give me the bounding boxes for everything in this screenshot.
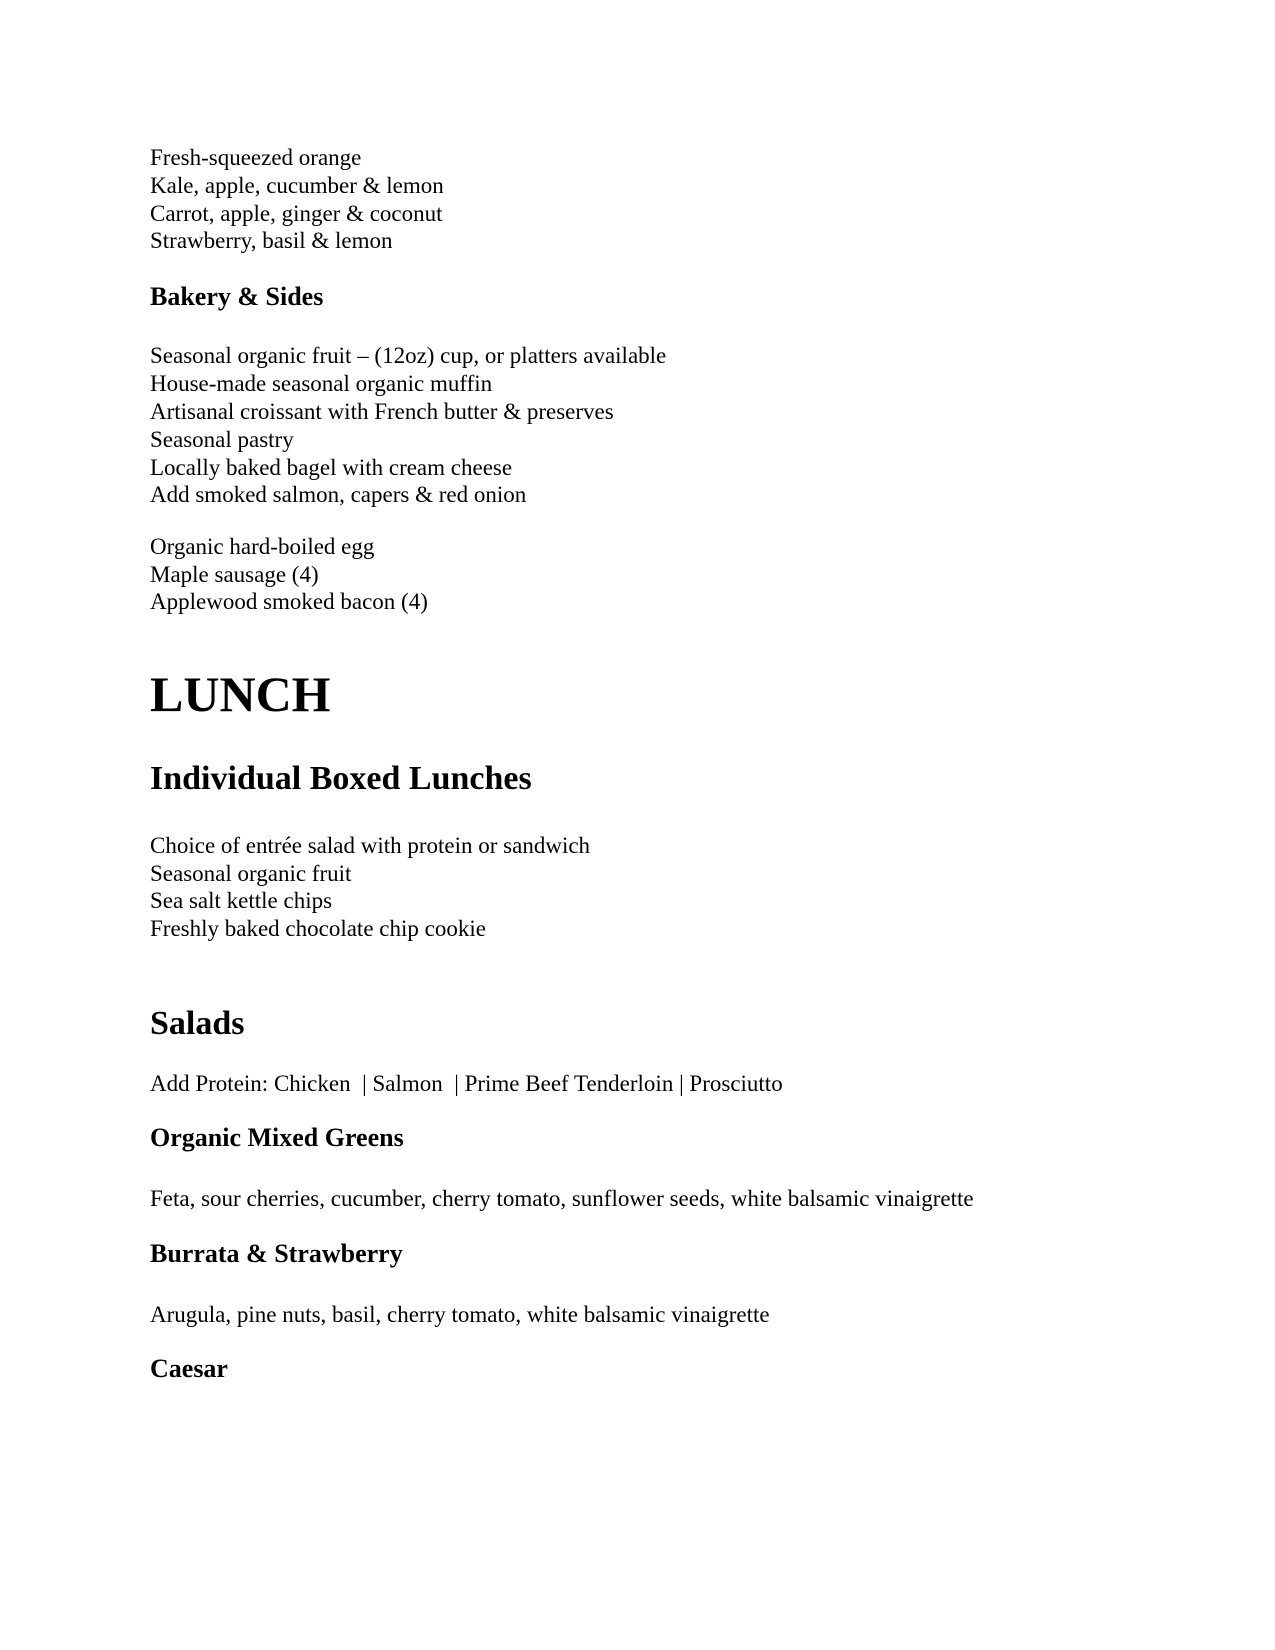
boxed-lunch-item: Seasonal organic fruit	[150, 861, 352, 886]
add-protein-line: Add Protein: Chicken | Salmon | Prime Beef Tenderloin | Prosciutto	[150, 1071, 783, 1096]
boxed-lunch-item: Sea salt kettle chips	[150, 888, 333, 913]
salad-name: Caesar	[150, 1354, 228, 1383]
salad-name: Organic Mixed Greens	[150, 1123, 404, 1152]
bakery-heading: Bakery & Sides	[150, 282, 324, 311]
bakery-item: House-made seasonal organic muffin	[150, 371, 493, 396]
bakery-item: Seasonal organic fruit – (12oz) cup, or platters available	[150, 343, 667, 368]
salad-description: Feta, sour cherries, cucumber, cherry tomato, sunflower seeds, white balsamic vinaigrette	[150, 1186, 974, 1211]
bakery-item: Artisanal croissant with French butter & preserves	[150, 399, 614, 424]
boxed-lunch-item: Freshly baked chocolate chip cookie	[150, 916, 486, 941]
bakery-item: Seasonal pastry	[150, 427, 294, 452]
lunch-title: LUNCH	[150, 666, 331, 722]
boxed-lunch-item: Choice of entrée salad with protein or sandwich	[150, 833, 591, 858]
salad-name: Burrata & Strawberry	[150, 1239, 403, 1268]
bakery-item: Add smoked salmon, capers & red onion	[150, 482, 527, 507]
side-item: Organic hard-boiled egg	[150, 534, 375, 559]
salads-heading: Salads	[150, 1005, 245, 1042]
juice-item: Kale, apple, cucumber & lemon	[150, 173, 444, 198]
side-item: Maple sausage (4)	[150, 562, 319, 587]
bakery-item: Locally baked bagel with cream cheese	[150, 455, 513, 480]
juice-item: Carrot, apple, ginger & coconut	[150, 201, 443, 226]
juice-item: Fresh-squeezed orange	[150, 145, 362, 170]
salad-description: Arugula, pine nuts, basil, cherry tomato, white balsamic vinaigrette	[150, 1302, 770, 1327]
boxed-lunch-heading: Individual Boxed Lunches	[150, 760, 532, 797]
side-item: Applewood smoked bacon (4)	[150, 589, 428, 614]
juice-item: Strawberry, basil & lemon	[150, 228, 393, 253]
